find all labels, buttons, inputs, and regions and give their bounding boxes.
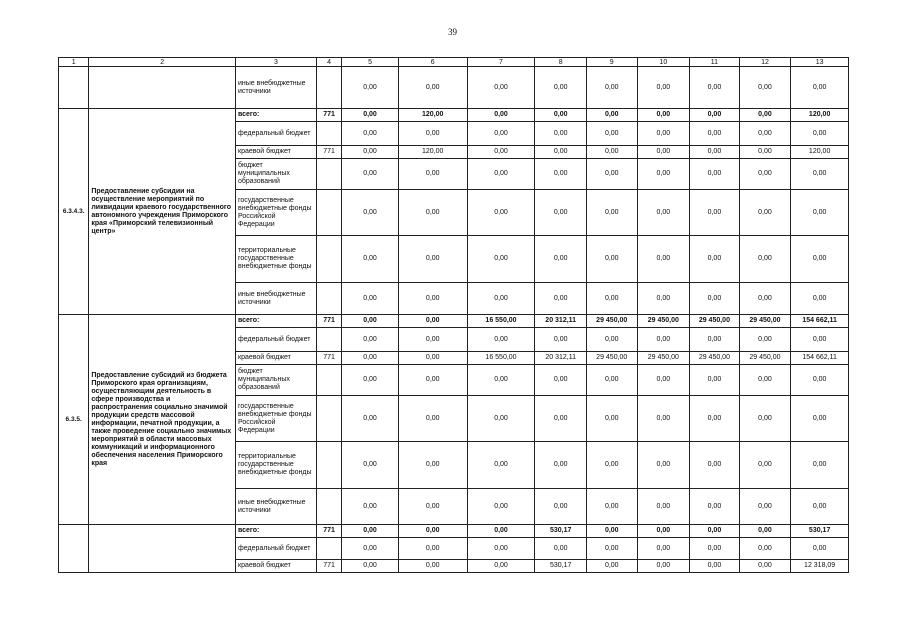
value-cell: 0,00 (342, 236, 399, 283)
value-cell: 0,00 (637, 109, 690, 122)
table-row (59, 315, 849, 328)
row-code (59, 525, 89, 573)
value-cell: 0,00 (535, 67, 587, 109)
value-cell: 0,00 (342, 109, 399, 122)
value-cell: 0,00 (535, 190, 587, 236)
value-cell: 0,00 (398, 159, 467, 190)
funding-source: краевой бюджет (236, 560, 317, 573)
value-cell: 120,00 (791, 146, 849, 159)
budget-code: 771 (316, 525, 341, 538)
value-cell: 29 450,00 (690, 315, 740, 328)
budget-code: 771 (316, 109, 341, 122)
value-cell: 0,00 (739, 146, 791, 159)
value-cell: 0,00 (535, 122, 587, 146)
value-cell: 0,00 (398, 190, 467, 236)
value-cell: 0,00 (398, 365, 467, 396)
column-header-4: 4 (316, 58, 341, 67)
value-cell: 0,00 (467, 525, 535, 538)
funding-source: всего: (236, 109, 317, 122)
funding-source: территориальные государственные внебюджетные фонды (236, 442, 317, 489)
value-cell: 0,00 (398, 283, 467, 315)
column-header-3: 3 (236, 58, 317, 67)
value-cell: 0,00 (791, 442, 849, 489)
value-cell: 0,00 (690, 365, 740, 396)
value-cell: 120,00 (398, 146, 467, 159)
value-cell: 0,00 (690, 159, 740, 190)
column-header-7: 7 (467, 58, 535, 67)
value-cell: 0,00 (398, 525, 467, 538)
value-cell: 0,00 (690, 236, 740, 283)
value-cell: 0,00 (535, 328, 587, 352)
column-header-11: 11 (690, 58, 740, 67)
row-code: 6.3.4.3. (59, 109, 89, 315)
value-cell: 0,00 (690, 146, 740, 159)
value-cell: 0,00 (586, 396, 637, 442)
budget-code (316, 538, 341, 560)
value-cell: 0,00 (690, 122, 740, 146)
column-header-1: 1 (59, 58, 89, 67)
budget-code (316, 489, 341, 525)
table-row (59, 109, 849, 122)
value-cell: 29 450,00 (637, 315, 690, 328)
page-number: 39 (448, 27, 457, 37)
value-cell: 154 662,11 (791, 315, 849, 328)
value-cell: 0,00 (739, 560, 791, 573)
value-cell: 0,00 (586, 190, 637, 236)
value-cell: 0,00 (586, 283, 637, 315)
value-cell: 0,00 (739, 236, 791, 283)
value-cell: 0,00 (398, 122, 467, 146)
value-cell: 0,00 (467, 283, 535, 315)
value-cell: 0,00 (535, 365, 587, 396)
value-cell: 0,00 (637, 236, 690, 283)
value-cell: 0,00 (637, 283, 690, 315)
budget-code (316, 442, 341, 489)
row-description: Предоставление субсидий из бюджета Приморского края организациям, осуществляющим деятельность в сфере производства и распространения социально значимой продукции средств массовой информации, печатной продукции, а также проведение социально значимых мероприятий в области массовых коммуникаций и информационного обеспечения населения Приморского края (89, 315, 236, 525)
value-cell: 0,00 (586, 365, 637, 396)
value-cell: 0,00 (791, 236, 849, 283)
value-cell: 0,00 (791, 159, 849, 190)
value-cell: 0,00 (637, 442, 690, 489)
value-cell: 0,00 (739, 538, 791, 560)
value-cell: 0,00 (535, 283, 587, 315)
value-cell: 530,17 (791, 525, 849, 538)
value-cell: 0,00 (690, 396, 740, 442)
value-cell: 20 312,11 (535, 352, 587, 365)
value-cell: 0,00 (535, 146, 587, 159)
value-cell: 0,00 (342, 146, 399, 159)
value-cell: 0,00 (342, 525, 399, 538)
value-cell: 0,00 (637, 365, 690, 396)
value-cell: 0,00 (342, 122, 399, 146)
value-cell: 0,00 (739, 396, 791, 442)
value-cell: 0,00 (690, 538, 740, 560)
budget-code (316, 67, 341, 109)
value-cell: 0,00 (342, 396, 399, 442)
value-cell: 0,00 (791, 538, 849, 560)
funding-source: федеральный бюджет (236, 122, 317, 146)
value-cell: 0,00 (739, 442, 791, 489)
value-cell: 0,00 (398, 489, 467, 525)
funding-source: всего: (236, 525, 317, 538)
value-cell: 0,00 (739, 159, 791, 190)
value-cell: 0,00 (467, 442, 535, 489)
value-cell: 0,00 (586, 489, 637, 525)
column-header-6: 6 (398, 58, 467, 67)
budget-code (316, 190, 341, 236)
value-cell: 0,00 (637, 146, 690, 159)
value-cell: 0,00 (398, 560, 467, 573)
funding-source: иные внебюджетные источники (236, 283, 317, 315)
value-cell: 0,00 (739, 283, 791, 315)
column-header-12: 12 (739, 58, 791, 67)
value-cell: 0,00 (637, 489, 690, 525)
budget-code (316, 236, 341, 283)
row-description: Предоставление субсидии на осуществление мероприятий по ликвидации краевого государственного автономного учреждения Приморского края «Приморский телевизионный центр» (89, 109, 236, 315)
value-cell: 0,00 (739, 67, 791, 109)
value-cell: 0,00 (637, 67, 690, 109)
value-cell: 0,00 (467, 328, 535, 352)
row-description (89, 525, 236, 573)
value-cell: 0,00 (739, 109, 791, 122)
value-cell: 0,00 (342, 315, 399, 328)
value-cell: 0,00 (586, 328, 637, 352)
value-cell: 0,00 (342, 283, 399, 315)
value-cell: 12 318,09 (791, 560, 849, 573)
value-cell: 0,00 (791, 122, 849, 146)
column-header-13: 13 (791, 58, 849, 67)
column-header-9: 9 (586, 58, 637, 67)
value-cell: 0,00 (586, 236, 637, 283)
value-cell: 530,17 (535, 560, 587, 573)
value-cell: 0,00 (342, 190, 399, 236)
value-cell: 0,00 (398, 67, 467, 109)
value-cell: 0,00 (398, 396, 467, 442)
value-cell: 0,00 (586, 525, 637, 538)
value-cell: 0,00 (535, 159, 587, 190)
column-header-2: 2 (89, 58, 236, 67)
value-cell: 0,00 (342, 489, 399, 525)
funding-source: федеральный бюджет (236, 538, 317, 560)
value-cell: 0,00 (535, 538, 587, 560)
value-cell: 0,00 (342, 365, 399, 396)
budget-code: 771 (316, 146, 341, 159)
budget-table (58, 57, 849, 573)
value-cell: 0,00 (739, 190, 791, 236)
funding-source: федеральный бюджет (236, 328, 317, 352)
budget-code (316, 122, 341, 146)
value-cell: 0,00 (637, 159, 690, 190)
value-cell: 0,00 (535, 236, 587, 283)
value-cell: 29 450,00 (739, 352, 791, 365)
column-number-row (59, 58, 849, 67)
value-cell: 0,00 (791, 396, 849, 442)
value-cell: 0,00 (791, 190, 849, 236)
value-cell: 20 312,11 (535, 315, 587, 328)
funding-source: бюджет муниципальных образований (236, 159, 317, 190)
value-cell: 0,00 (690, 442, 740, 489)
value-cell: 0,00 (342, 328, 399, 352)
table-row (59, 525, 849, 538)
value-cell: 154 662,11 (791, 352, 849, 365)
value-cell: 0,00 (342, 560, 399, 573)
funding-source: краевой бюджет (236, 146, 317, 159)
value-cell: 0,00 (690, 560, 740, 573)
funding-source: всего: (236, 315, 317, 328)
funding-source: краевой бюджет (236, 352, 317, 365)
funding-source: территориальные государственные внебюджетные фонды (236, 236, 317, 283)
funding-source: государственные внебюджетные фонды Российской Федерации (236, 190, 317, 236)
value-cell: 0,00 (791, 67, 849, 109)
value-cell: 0,00 (467, 365, 535, 396)
value-cell: 0,00 (398, 236, 467, 283)
value-cell: 0,00 (586, 538, 637, 560)
value-cell: 0,00 (342, 67, 399, 109)
value-cell: 0,00 (637, 328, 690, 352)
budget-code: 771 (316, 560, 341, 573)
budget-code (316, 283, 341, 315)
value-cell: 530,17 (535, 525, 587, 538)
value-cell: 0,00 (637, 396, 690, 442)
value-cell: 0,00 (791, 283, 849, 315)
budget-code (316, 159, 341, 190)
value-cell: 0,00 (791, 328, 849, 352)
value-cell: 0,00 (637, 190, 690, 236)
row-code: 6.3.5. (59, 315, 89, 525)
value-cell: 0,00 (467, 489, 535, 525)
budget-code (316, 396, 341, 442)
funding-source: государственные внебюджетные фонды Российской Федерации (236, 396, 317, 442)
value-cell: 0,00 (535, 396, 587, 442)
value-cell: 29 450,00 (637, 352, 690, 365)
value-cell: 0,00 (739, 525, 791, 538)
value-cell: 0,00 (586, 122, 637, 146)
value-cell: 16 550,00 (467, 352, 535, 365)
value-cell: 0,00 (637, 538, 690, 560)
value-cell: 0,00 (637, 122, 690, 146)
value-cell: 0,00 (586, 560, 637, 573)
value-cell: 120,00 (398, 109, 467, 122)
value-cell: 0,00 (467, 109, 535, 122)
value-cell: 29 450,00 (690, 352, 740, 365)
value-cell: 0,00 (342, 442, 399, 489)
budget-code (316, 365, 341, 396)
value-cell: 0,00 (791, 489, 849, 525)
value-cell: 0,00 (637, 525, 690, 538)
budget-code (316, 328, 341, 352)
table-row (59, 67, 849, 109)
value-cell: 0,00 (739, 328, 791, 352)
value-cell: 0,00 (342, 538, 399, 560)
budget-code: 771 (316, 315, 341, 328)
value-cell: 0,00 (467, 396, 535, 442)
value-cell: 29 450,00 (739, 315, 791, 328)
value-cell: 0,00 (467, 560, 535, 573)
value-cell: 0,00 (535, 489, 587, 525)
value-cell: 0,00 (586, 442, 637, 489)
value-cell: 16 550,00 (467, 315, 535, 328)
table-body (59, 58, 849, 573)
column-header-8: 8 (535, 58, 587, 67)
value-cell: 0,00 (398, 328, 467, 352)
value-cell: 0,00 (690, 283, 740, 315)
value-cell: 0,00 (467, 122, 535, 146)
funding-source: иные внебюджетные источники (236, 489, 317, 525)
value-cell: 0,00 (690, 525, 740, 538)
value-cell: 0,00 (398, 352, 467, 365)
value-cell: 0,00 (342, 159, 399, 190)
value-cell: 0,00 (535, 442, 587, 489)
value-cell: 0,00 (690, 190, 740, 236)
value-cell: 0,00 (586, 159, 637, 190)
value-cell: 0,00 (342, 352, 399, 365)
value-cell: 0,00 (467, 236, 535, 283)
budget-code: 771 (316, 352, 341, 365)
value-cell: 0,00 (586, 67, 637, 109)
funding-source: бюджет муниципальных образований (236, 365, 317, 396)
value-cell: 0,00 (586, 146, 637, 159)
value-cell: 0,00 (739, 122, 791, 146)
value-cell: 0,00 (467, 190, 535, 236)
value-cell: 0,00 (398, 315, 467, 328)
value-cell: 0,00 (690, 109, 740, 122)
value-cell: 0,00 (690, 328, 740, 352)
funding-source: иные внебюджетные источники (236, 67, 317, 109)
value-cell: 0,00 (739, 489, 791, 525)
column-header-10: 10 (637, 58, 690, 67)
value-cell: 0,00 (535, 109, 587, 122)
value-cell: 0,00 (467, 146, 535, 159)
value-cell: 0,00 (467, 159, 535, 190)
row-code (59, 67, 89, 109)
value-cell: 0,00 (586, 109, 637, 122)
value-cell: 0,00 (467, 538, 535, 560)
value-cell: 0,00 (690, 67, 740, 109)
value-cell: 0,00 (467, 67, 535, 109)
value-cell: 0,00 (398, 442, 467, 489)
value-cell: 0,00 (398, 538, 467, 560)
value-cell: 120,00 (791, 109, 849, 122)
value-cell: 29 450,00 (586, 315, 637, 328)
column-header-5: 5 (342, 58, 399, 67)
value-cell: 0,00 (637, 560, 690, 573)
value-cell: 0,00 (690, 489, 740, 525)
row-description (89, 67, 236, 109)
value-cell: 0,00 (739, 365, 791, 396)
value-cell: 0,00 (791, 365, 849, 396)
value-cell: 29 450,00 (586, 352, 637, 365)
